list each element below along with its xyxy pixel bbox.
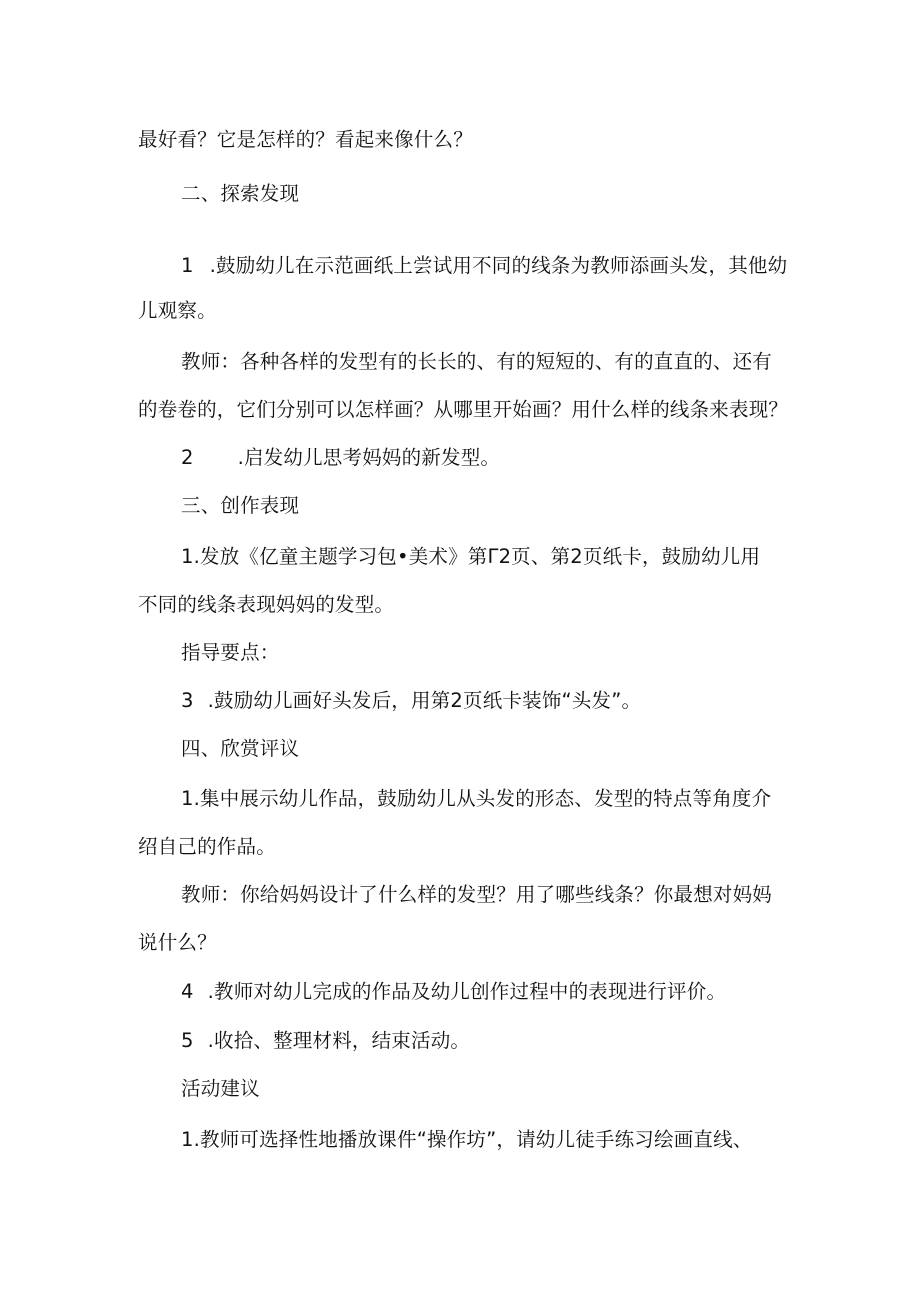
line-text: 绍自己的作品。 (138, 835, 276, 858)
paragraph-line (0, 833, 920, 861)
section-heading-text: 活动建议 (181, 1077, 260, 1100)
list-item (0, 1027, 920, 1055)
line-text: 最好看？它是怎样的？看起来像什么？ (138, 128, 473, 151)
paragraph-line (0, 881, 920, 909)
list-item (0, 252, 920, 280)
list-item-number: 5 (181, 1029, 194, 1052)
list-item (0, 978, 920, 1006)
line-text: 1.集中展示幼儿作品，鼓励幼儿从头发的形态、发型的特点等角度介 (181, 787, 772, 810)
list-item-number: 1 (181, 254, 194, 277)
paragraph-line (0, 1126, 920, 1154)
list-item (0, 444, 920, 472)
paragraph-line (0, 126, 920, 154)
list-item-number: 3 (181, 689, 194, 712)
paragraph-line (0, 348, 920, 376)
section-heading (0, 735, 920, 763)
section-heading-text: 二、探索发现 (181, 182, 300, 205)
paragraph-line (0, 543, 920, 571)
section-heading (0, 492, 920, 520)
line-text: 说什么？ (138, 931, 217, 954)
section-heading-text: 三、创作表现 (181, 494, 300, 517)
line-text: 1.发放《亿童主题学习包•美术》第Γ2页、第2页纸卡，鼓励幼儿用 (181, 545, 761, 568)
section-heading-text: 四、欣赏评议 (181, 737, 300, 760)
paragraph-line (0, 929, 920, 957)
line-text: 的卷卷的，它们分别可以怎样画？从哪里开始画？用什么样的线条来表现？ (138, 398, 789, 421)
line-text: 教师：你给妈妈设计了什么样的发型？用了哪些线条？你最想对妈妈 (181, 883, 773, 906)
line-text: 1.教师可选择性地播放课件“操作坊”，请幼儿徒手练习绘画直线、 (181, 1128, 753, 1151)
paragraph-line (0, 591, 920, 619)
list-item-text: .收拾、整理材料，结束活动。 (207, 1029, 471, 1052)
paragraph-line (0, 396, 920, 424)
line-text: 教师：各种各样的发型有的长长的、有的短短的、有的直直的、还有 (181, 350, 773, 373)
section-heading (0, 180, 920, 208)
section-heading (0, 1075, 920, 1103)
list-item-text: .启发幼儿思考妈妈的新发型。 (237, 446, 501, 469)
paragraph-line (0, 297, 920, 325)
list-item-text: .鼓励幼儿画好头发后，用第2页纸卡装饰“头发”。 (207, 689, 642, 712)
line-text: 儿观察。 (138, 299, 217, 322)
paragraph-line (0, 639, 920, 667)
list-item-number: 2 (181, 446, 194, 469)
line-text: 不同的线条表现妈妈的发型。 (138, 593, 395, 616)
paragraph-line (0, 785, 920, 813)
list-item (0, 687, 920, 715)
list-item-text: .鼓励幼儿在示范画纸上尝试用不同的线条为教师添画头发，其他幼 (209, 254, 788, 277)
list-item-number: 4 (181, 980, 194, 1003)
list-item-text: .教师对幼儿完成的作品及幼儿创作过程中的表现进行评价。 (207, 980, 727, 1003)
line-text: 指导要点： (181, 641, 280, 664)
